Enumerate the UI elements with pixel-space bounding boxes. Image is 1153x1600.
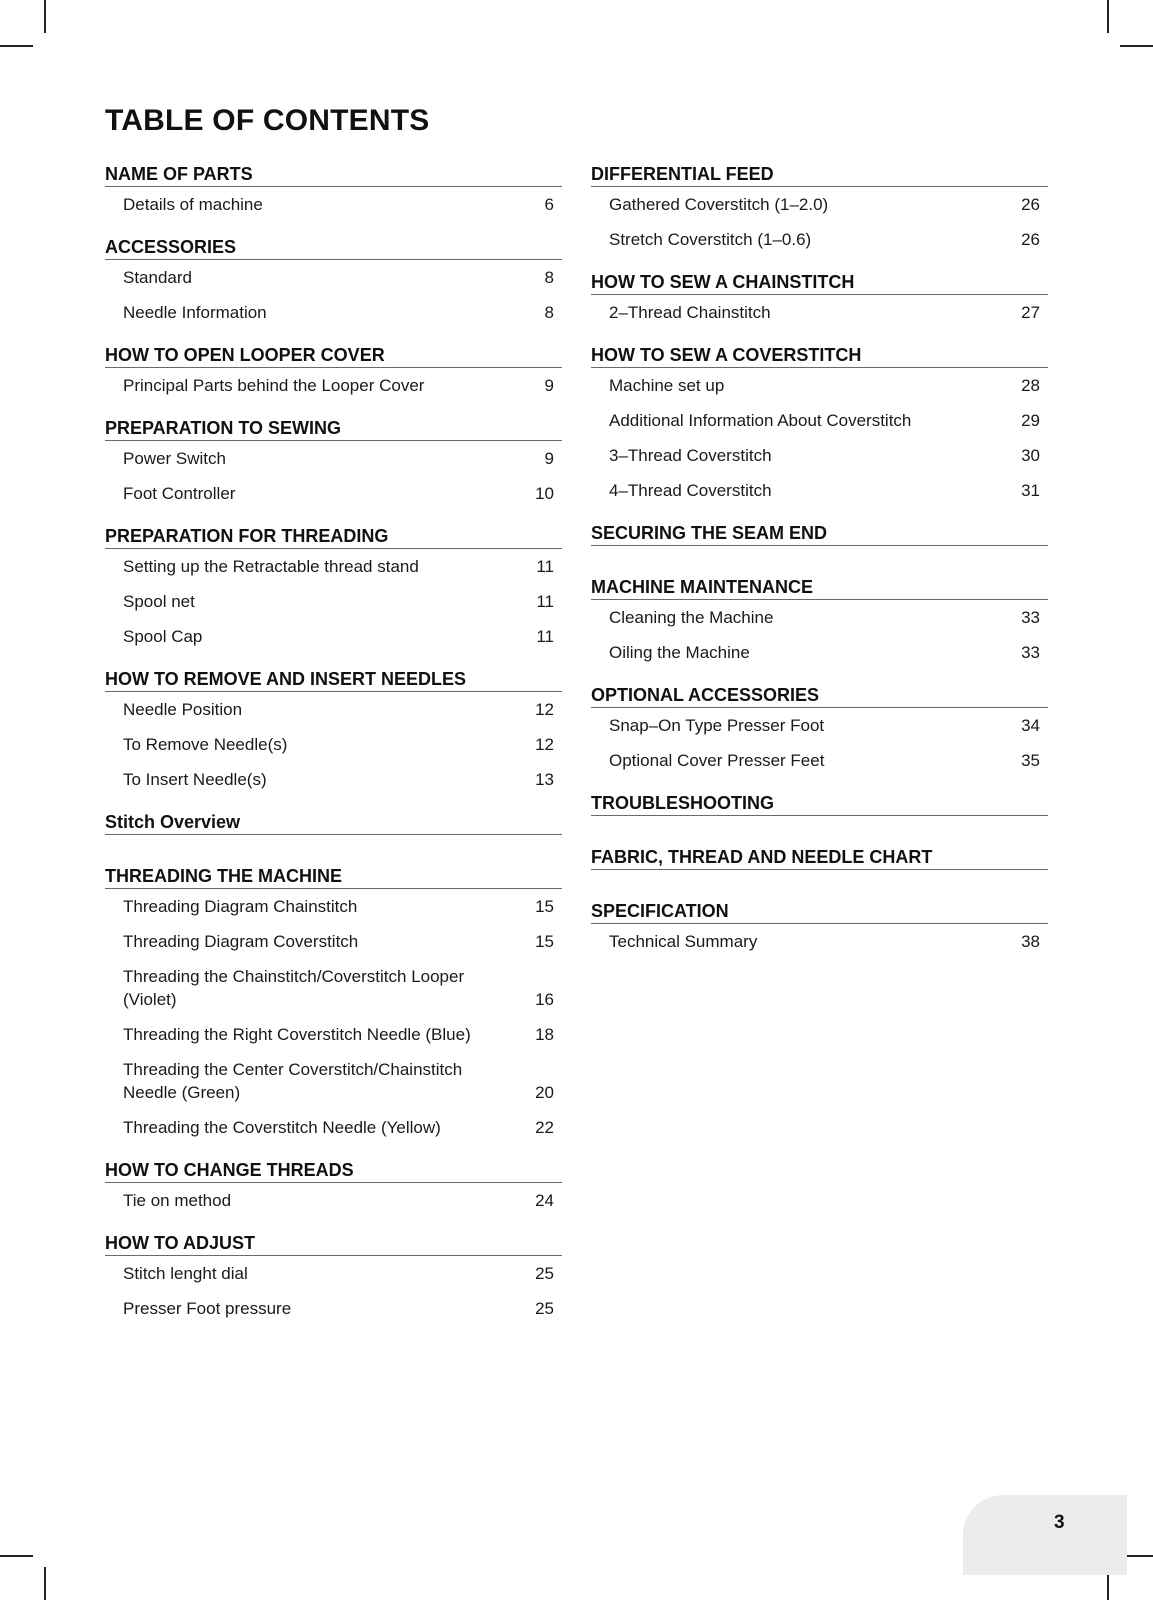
section-heading[interactable]: PREPARATION TO SEWING bbox=[105, 417, 562, 441]
entry-page-number: 22 bbox=[535, 1118, 554, 1137]
entry-label: Needle Position bbox=[123, 700, 243, 719]
entry-list bbox=[105, 835, 562, 845]
entry-page-number: 35 bbox=[1021, 751, 1040, 770]
section-heading[interactable]: HOW TO SEW A CHAINSTITCH bbox=[591, 271, 1048, 295]
toc-section bbox=[591, 576, 1048, 664]
toc-entry[interactable] bbox=[105, 930, 562, 953]
entry-list bbox=[105, 549, 562, 648]
entry-label: 4–Thread Coverstitch bbox=[609, 481, 772, 500]
entry-list bbox=[591, 368, 1048, 502]
entry-page-number: 12 bbox=[535, 700, 554, 719]
entry-list bbox=[591, 295, 1048, 324]
entry-list bbox=[591, 600, 1048, 664]
entry-label: Spool Cap bbox=[123, 627, 203, 646]
entry-list bbox=[105, 692, 562, 791]
toc-entry[interactable] bbox=[105, 1262, 562, 1285]
entry-label: Threading Diagram Chainstitch bbox=[123, 897, 358, 916]
entry-page-number: 26 bbox=[1021, 230, 1040, 249]
toc-entry[interactable] bbox=[591, 193, 1048, 216]
toc-entry[interactable] bbox=[591, 479, 1048, 502]
toc-section bbox=[105, 417, 562, 505]
toc-entry[interactable] bbox=[105, 447, 562, 470]
entry-page-number: 11 bbox=[536, 592, 554, 611]
entry-label: Principal Parts behind the Looper Cover bbox=[123, 376, 425, 395]
entry-label: Cleaning the Machine bbox=[609, 608, 774, 627]
entry-page-number: 11 bbox=[536, 557, 554, 576]
entry-label: To Insert Needle(s) bbox=[123, 770, 267, 789]
entry-label: Threading the Coverstitch Needle (Yellow) bbox=[123, 1118, 441, 1137]
entry-page-number: 20 bbox=[535, 1083, 554, 1102]
toc-entry[interactable] bbox=[105, 1189, 562, 1212]
toc-entry[interactable] bbox=[591, 930, 1048, 953]
entry-label: Snap–On Type Presser Foot bbox=[609, 716, 825, 735]
toc-entry[interactable] bbox=[105, 374, 562, 397]
toc-entry[interactable] bbox=[105, 482, 562, 505]
entry-page-number: 33 bbox=[1021, 643, 1040, 662]
entry-page-number: 34 bbox=[1021, 716, 1040, 735]
toc-section bbox=[591, 846, 1048, 880]
entry-page-number: 9 bbox=[544, 376, 554, 395]
toc-entry[interactable] bbox=[105, 301, 562, 324]
section-heading[interactable]: SPECIFICATION bbox=[591, 900, 1048, 924]
toc-section bbox=[105, 811, 562, 845]
entry-page-number: 28 bbox=[1021, 376, 1040, 395]
toc-entry[interactable] bbox=[591, 444, 1048, 467]
entry-page-number: 6 bbox=[544, 195, 554, 214]
entry-label: Optional Cover Presser Feet bbox=[609, 751, 825, 770]
entry-label: Additional Information About Coverstitch bbox=[609, 411, 912, 430]
toc-entry[interactable] bbox=[105, 1023, 562, 1046]
entry-page-number: 30 bbox=[1021, 446, 1040, 465]
section-heading[interactable]: OPTIONAL ACCESSORIES bbox=[591, 684, 1048, 708]
toc-left-column bbox=[105, 163, 562, 1340]
entry-list bbox=[105, 441, 562, 505]
toc-entry[interactable] bbox=[105, 555, 562, 578]
section-heading[interactable]: ACCESSORIES bbox=[105, 236, 562, 260]
toc-entry[interactable] bbox=[591, 606, 1048, 629]
toc-entry[interactable] bbox=[105, 266, 562, 289]
toc-section bbox=[105, 344, 562, 397]
toc-section bbox=[105, 525, 562, 648]
toc-section bbox=[105, 1232, 562, 1320]
toc-section bbox=[105, 668, 562, 791]
entry-page-number: 18 bbox=[535, 1025, 554, 1044]
entry-list bbox=[591, 546, 1048, 556]
toc-section bbox=[591, 792, 1048, 826]
entry-label: Stretch Coverstitch (1–0.6) bbox=[609, 230, 812, 249]
section-heading[interactable]: MACHINE MAINTENANCE bbox=[591, 576, 1048, 600]
entry-label: Threading the Right Coverstitch Needle (Blue) bbox=[123, 1025, 471, 1044]
entry-label: To Remove Needle(s) bbox=[123, 735, 288, 754]
entry-list bbox=[105, 1256, 562, 1320]
entry-label: Machine set up bbox=[609, 376, 725, 395]
toc-section bbox=[591, 900, 1048, 953]
entry-page-number: 8 bbox=[544, 303, 554, 322]
crop-mark-top-right-vertical bbox=[1107, 0, 1109, 33]
section-heading[interactable]: HOW TO ADJUST bbox=[105, 1232, 562, 1256]
entry-page-number: 31 bbox=[1021, 481, 1040, 500]
entry-page-number: 38 bbox=[1021, 932, 1040, 951]
entry-page-number: 11 bbox=[536, 627, 554, 646]
entry-page-number: 25 bbox=[535, 1264, 554, 1283]
entry-list bbox=[105, 260, 562, 324]
section-heading[interactable]: HOW TO CHANGE THREADS bbox=[105, 1159, 562, 1183]
entry-label: Gathered Coverstitch (1–2.0) bbox=[609, 195, 829, 214]
entry-list bbox=[591, 187, 1048, 251]
toc-entry[interactable] bbox=[591, 409, 1048, 432]
toc-entry[interactable] bbox=[105, 895, 562, 918]
entry-label: Power Switch bbox=[123, 449, 226, 468]
entry-page-number: 33 bbox=[1021, 608, 1040, 627]
toc-entry[interactable] bbox=[105, 193, 562, 216]
entry-list bbox=[105, 368, 562, 397]
page-number-tab bbox=[963, 1495, 1127, 1575]
entry-page-number: 8 bbox=[544, 268, 554, 287]
section-heading[interactable]: HOW TO SEW A COVERSTITCH bbox=[591, 344, 1048, 368]
toc-section bbox=[591, 271, 1048, 324]
section-heading[interactable]: HOW TO OPEN LOOPER COVER bbox=[105, 344, 562, 368]
crop-mark-top-right-horizontal bbox=[1120, 45, 1153, 47]
toc-entry[interactable] bbox=[105, 965, 562, 1011]
entry-page-number: 26 bbox=[1021, 195, 1040, 214]
entry-label: Oiling the Machine bbox=[609, 643, 750, 662]
toc-entry[interactable] bbox=[591, 301, 1048, 324]
section-heading[interactable]: TROUBLESHOOTING bbox=[591, 792, 1048, 816]
page-title: TABLE OF CONTENTS bbox=[105, 104, 430, 137]
entry-page-number: 10 bbox=[535, 484, 554, 503]
section-heading[interactable]: FABRIC, THREAD AND NEEDLE CHART bbox=[591, 846, 1048, 870]
toc-entry[interactable] bbox=[591, 749, 1048, 772]
entry-list bbox=[591, 708, 1048, 772]
entry-label: Standard bbox=[123, 268, 192, 287]
entry-label: Threading the Center Coverstitch/Chainstitch Needle (Green) bbox=[123, 1060, 463, 1102]
entry-page-number: 25 bbox=[535, 1299, 554, 1318]
entry-label: Tie on method bbox=[123, 1191, 232, 1210]
toc-section bbox=[105, 865, 562, 1139]
section-heading[interactable]: DIFFERENTIAL FEED bbox=[591, 163, 1048, 187]
toc-entry[interactable] bbox=[105, 590, 562, 613]
entry-page-number: 24 bbox=[535, 1191, 554, 1210]
entry-list bbox=[105, 889, 562, 1139]
entry-list bbox=[591, 870, 1048, 880]
toc-entry[interactable] bbox=[105, 698, 562, 721]
toc-section bbox=[105, 236, 562, 324]
section-heading[interactable]: HOW TO REMOVE AND INSERT NEEDLES bbox=[105, 668, 562, 692]
entry-label: Presser Foot pressure bbox=[123, 1299, 292, 1318]
entry-page-number: 27 bbox=[1021, 303, 1040, 322]
toc-entry[interactable] bbox=[105, 625, 562, 648]
entry-page-number: 16 bbox=[535, 990, 554, 1009]
toc-entry[interactable] bbox=[591, 374, 1048, 397]
toc-entry[interactable] bbox=[105, 768, 562, 791]
toc-section bbox=[105, 163, 562, 216]
section-heading[interactable]: Stitch Overview bbox=[105, 811, 562, 835]
entry-label: 2–Thread Chainstitch bbox=[609, 303, 771, 322]
toc-section bbox=[105, 1159, 562, 1212]
entry-page-number: 9 bbox=[544, 449, 554, 468]
entry-label: Needle Information bbox=[123, 303, 267, 322]
toc-entry[interactable] bbox=[591, 714, 1048, 737]
toc-entry[interactable] bbox=[105, 1297, 562, 1320]
toc-right-column bbox=[591, 163, 1048, 973]
entry-page-number: 29 bbox=[1021, 411, 1040, 430]
toc-entry[interactable] bbox=[105, 1116, 562, 1139]
toc-entry[interactable] bbox=[105, 733, 562, 756]
entry-label: Stitch lenght dial bbox=[123, 1264, 248, 1283]
entry-label: Spool net bbox=[123, 592, 195, 611]
crop-mark-top-left-horizontal bbox=[0, 45, 33, 47]
entry-label: 3–Thread Coverstitch bbox=[609, 446, 772, 465]
entry-page-number: 13 bbox=[535, 770, 554, 789]
entry-page-number: 15 bbox=[535, 932, 554, 951]
entry-list bbox=[591, 924, 1048, 953]
entry-label: Setting up the Retractable thread stand bbox=[123, 557, 419, 576]
toc-entry[interactable] bbox=[591, 228, 1048, 251]
entry-label: Threading the Chainstitch/Coverstitch Looper (Violet) bbox=[123, 967, 465, 1009]
toc-section bbox=[591, 522, 1048, 556]
section-heading[interactable]: THREADING THE MACHINE bbox=[105, 865, 562, 889]
crop-mark-bottom-left-horizontal bbox=[0, 1555, 33, 1557]
crop-mark-bottom-left-vertical bbox=[44, 1567, 46, 1600]
entry-list bbox=[105, 187, 562, 216]
entry-list bbox=[591, 816, 1048, 826]
section-heading[interactable]: PREPARATION FOR THREADING bbox=[105, 525, 562, 549]
entry-page-number: 12 bbox=[535, 735, 554, 754]
entry-label: Technical Summary bbox=[609, 932, 758, 951]
section-heading[interactable]: NAME OF PARTS bbox=[105, 163, 562, 187]
crop-mark-top-left-vertical bbox=[44, 0, 46, 33]
toc-section bbox=[591, 344, 1048, 502]
toc-entry[interactable] bbox=[105, 1058, 562, 1104]
page-number: 3 bbox=[1054, 1512, 1065, 1533]
entry-label: Threading Diagram Coverstitch bbox=[123, 932, 359, 951]
entry-page-number: 15 bbox=[535, 897, 554, 916]
toc-entry[interactable] bbox=[591, 641, 1048, 664]
toc-section bbox=[591, 684, 1048, 772]
entry-label: Details of machine bbox=[123, 195, 263, 214]
section-heading[interactable]: SECURING THE SEAM END bbox=[591, 522, 1048, 546]
toc-section bbox=[591, 163, 1048, 251]
entry-list bbox=[105, 1183, 562, 1212]
entry-label: Foot Controller bbox=[123, 484, 236, 503]
